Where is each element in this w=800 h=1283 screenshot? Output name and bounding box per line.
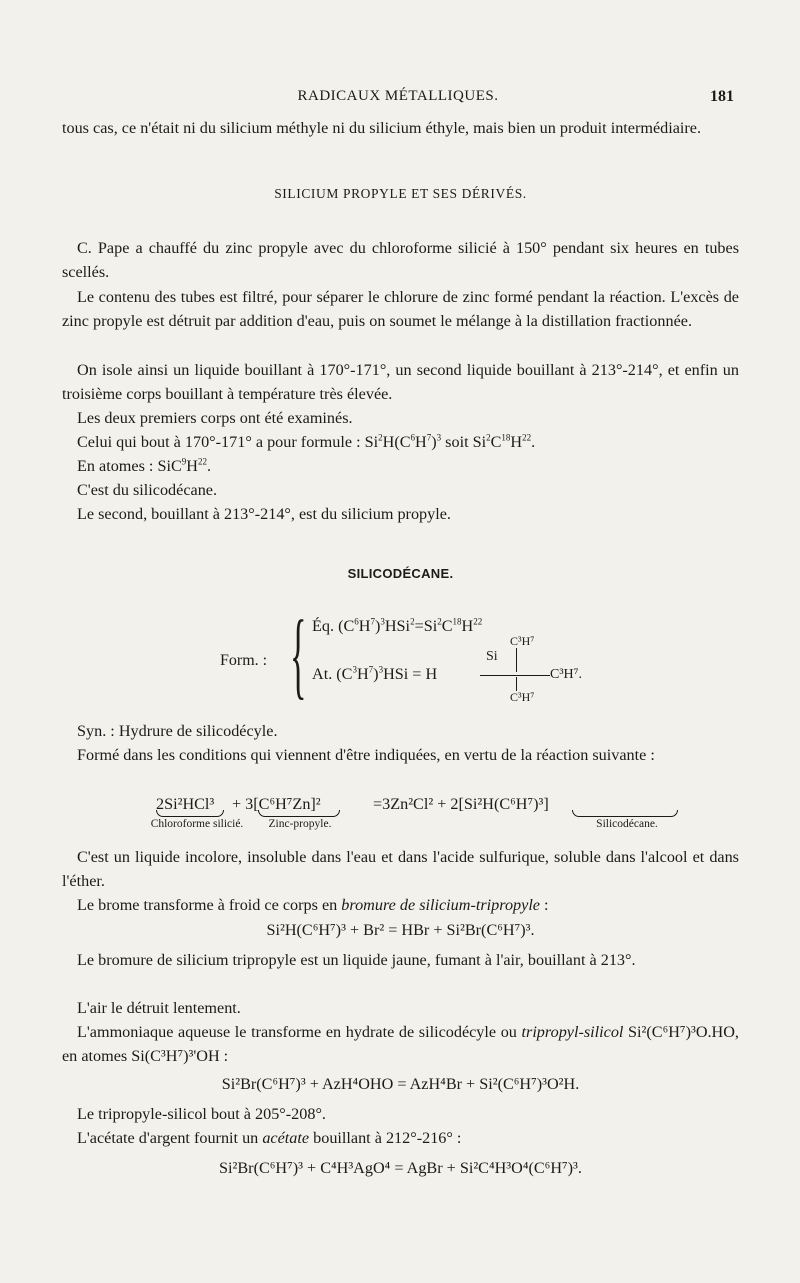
label-zinc-propyle: Zinc-propyle.: [268, 818, 332, 830]
section-title-silicodecane: SILICODÉCANE.: [347, 566, 454, 581]
formula-equivalents: Éq. $(C^6H^7)^3HSi^2=Si^2C^{18}H^{22}$: [312, 616, 483, 635]
silicon-symbol: Si: [486, 649, 498, 664]
paragraph-pape: C. Pape a chauffé du zinc propyle avec du chloroforme silicié à 150° pendant six heures en tubes scellés.: [62, 239, 739, 282]
brace-symbol: {: [290, 601, 307, 709]
propyl-right: C³H⁷.: [550, 667, 583, 682]
paragraph-synonym: Syn. : Hydrure de silicodécyle.: [77, 722, 278, 740]
paragraph-formula: Celui qui bout à 170°-171° a pour formule : $Si^2H(C^6H^7)^3$ soit $Si^2C^{18}H^{22}$.: [77, 432, 536, 451]
underbrace-3: [572, 810, 678, 817]
equation-hydrate: Si²Br(C⁶H⁷)³ + AzH⁴OHO = AzH⁴Br + Si²(C⁶H⁷)³O²H.: [221, 1075, 580, 1093]
form-label: Form. :: [220, 652, 268, 669]
paragraph-ammoniaque: L'ammoniaque aqueuse le transforme en hydrate de silicodécyle ou tripropyl-silicol Si²(C⁶H⁷)³O.HO, en atomes Si(C³H⁷)³'OH :: [62, 1023, 739, 1066]
running-header: [62, 88, 734, 112]
paragraph-air: L'air le détruit lentement.: [77, 999, 241, 1017]
label-silicodecane: Silicodécane.: [596, 818, 658, 830]
label-chloroforme: Chloroforme silicié.: [150, 818, 244, 830]
formula-atoms: At. $(C^3H^7)^3HSi = H$: [312, 664, 438, 683]
paragraph-distillation: On isole ainsi un liquide bouillant à 170°-171°, un second liquide bouillant à 213°-214°, et enfin un troisième corps bouillant à température très élevée.: [62, 361, 739, 404]
paragraph-examined: Les deux premiers corps ont été examinés.: [77, 409, 353, 427]
reactant-zinc-propyle: + 3[C⁶H⁷Zn]²: [232, 795, 321, 813]
paragraph-second: Le second, bouillant à 213°-214°, est du silicium propyle.: [77, 505, 451, 523]
paragraph-brome: Le brome transforme à froid ce corps en bromure de silicium-tripropyle :: [77, 896, 549, 914]
paragraph-bromure: Le bromure de silicium tripropyle est un liquide jaune, fumant à l'air, bouillant à 213°.: [77, 951, 636, 969]
bond-vertical-bottom: [516, 677, 517, 691]
bond-horizontal: [480, 675, 550, 676]
page-number: 181: [710, 88, 734, 105]
propyl-top: C³H⁷: [510, 634, 535, 648]
equation-bromination: Si²H(C⁶H⁷)³ + Br² = HBr + Si²Br(C⁶H⁷)³.: [266, 921, 535, 939]
underbrace-1: [156, 810, 224, 817]
paragraph-filtration: Le contenu des tubes est filtré, pour séparer le chlorure de zinc formé pendant la réaction. L'excès de zinc propyle est détruit par addition d'eau, puis on soumet le mélange à la distillation fractionnée.: [62, 288, 739, 331]
underbrace-2: [258, 810, 340, 817]
paragraph-silicodecane: C'est du silicodécane.: [77, 481, 218, 499]
paragraph-properties: C'est un liquide incolore, insoluble dans l'eau et dans l'acide sulfurique, soluble dans l'alcool et dans l'éther.: [62, 848, 739, 891]
reaction-products: =3Zn²Cl² + 2[Si²H(C⁶H⁷)³]: [373, 795, 549, 813]
paragraph-atoms: En atomes : $SiC^9H^{22}$.: [77, 456, 212, 475]
paragraph-formed: Formé dans les conditions qui viennent d'être indiquées, en vertu de la réaction suivante :: [77, 746, 655, 764]
intro-paragraph: tous cas, ce n'était ni du silicium méthyle ni du silicium éthyle, mais bien un produit intermédiaire.: [62, 119, 702, 137]
reactant-chloroforme: 2Si²HCl³: [156, 795, 215, 813]
equation-acetate: Si²Br(C⁶H⁷)³ + C⁴H³AgO⁴ = AgBr + Si²C⁴H³O⁴(C⁶H⁷)³.: [219, 1159, 582, 1177]
propyl-bottom: C³H⁷: [510, 690, 535, 704]
header-title: RADICAUX MÉTALLIQUES.: [297, 88, 499, 104]
bond-vertical-top: [516, 648, 517, 672]
paragraph-acetate: L'acétate d'argent fournit un acétate bouillant à 212°-216° :: [77, 1129, 462, 1147]
paragraph-tripropyle: Le tripropyle-silicol bout à 205°-208°.: [77, 1105, 326, 1123]
section-title-propyle: SILICIUM PROPYLE ET SES DÉRIVÉS.: [274, 186, 527, 201]
